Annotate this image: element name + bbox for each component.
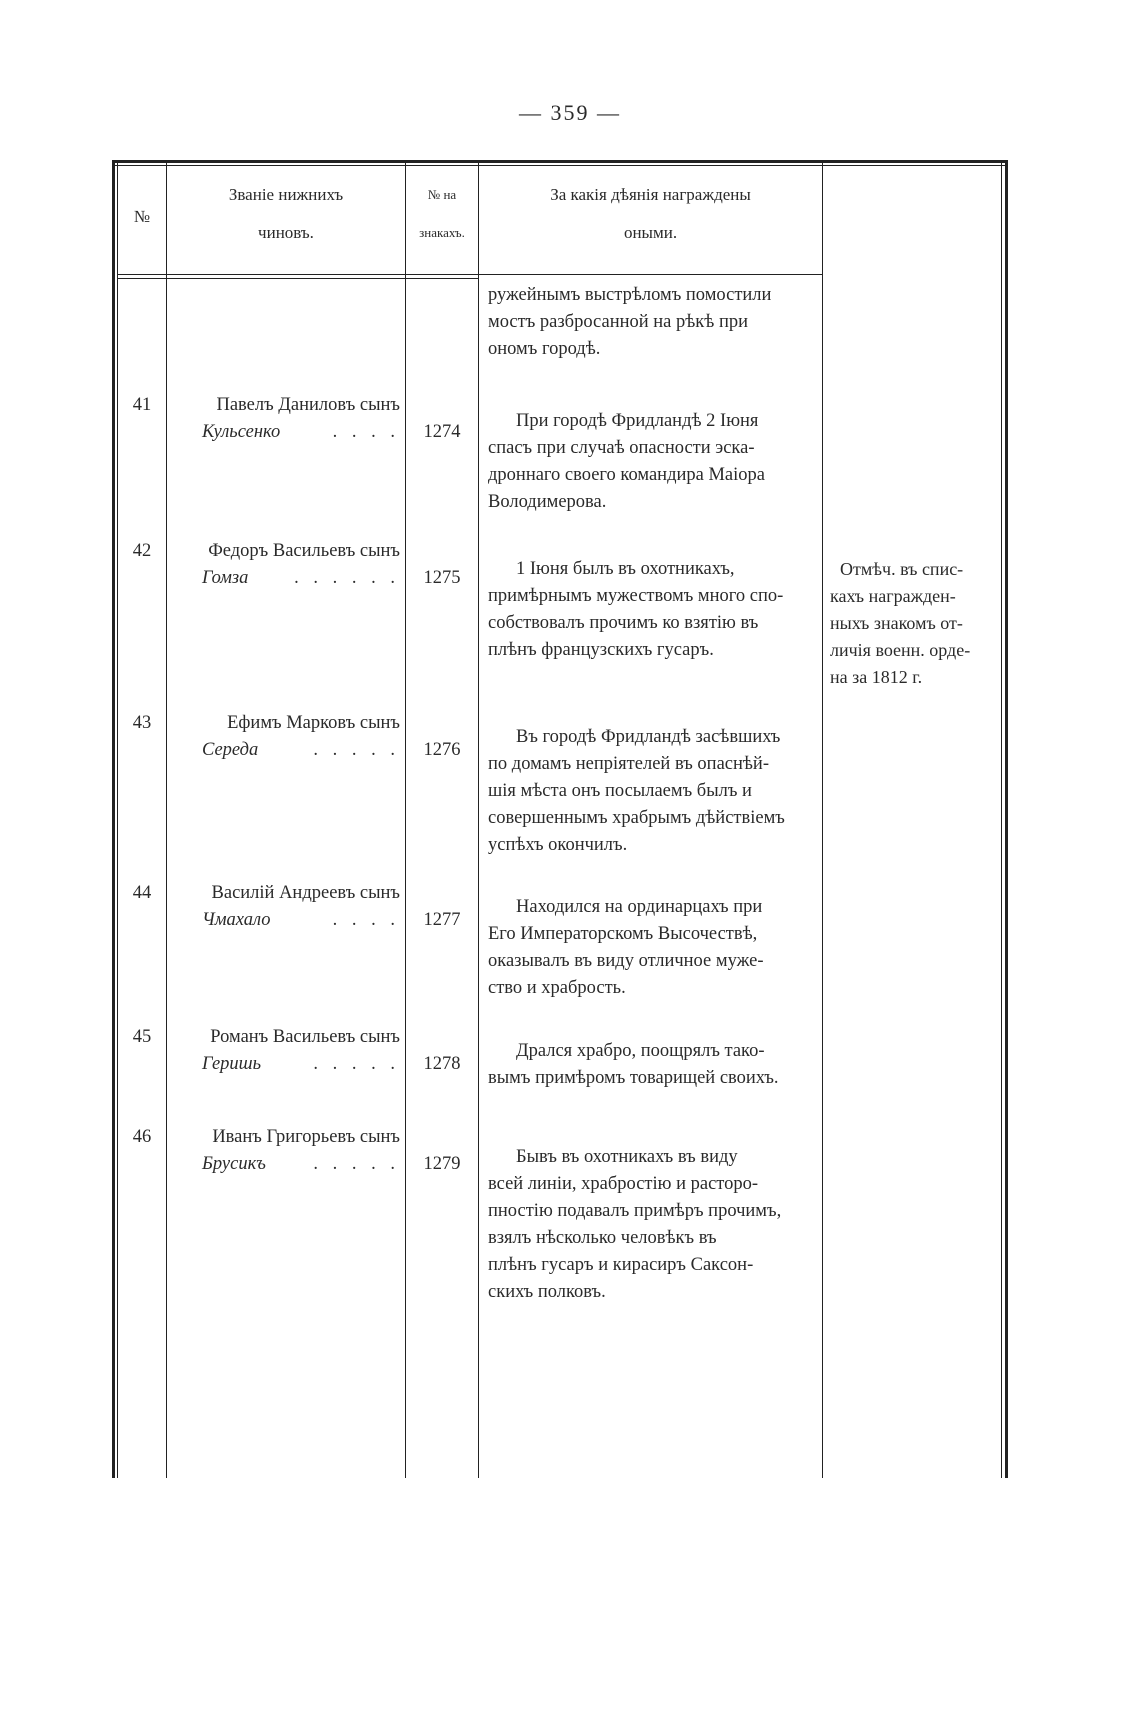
soldier-name: Федоръ Васильевъ сынъ Гомза . . . . . . xyxy=(202,541,400,588)
header-rank: Званіе нижнихъ чиновъ. xyxy=(228,185,344,242)
awards-table xyxy=(112,160,1008,1478)
row-number: 43 xyxy=(132,713,152,733)
page-number: — 359 — xyxy=(519,100,621,125)
table-right-rule xyxy=(1005,160,1008,1478)
deed-text: Въ городѣ Фридландѣ засѣвшихъ по домамъ непріятелей въ опаснѣй- шія мѣста онъ посылаемъ былъ и совершеннымъ храбрымъ дѣйствіемъ успѣхъ окончилъ. xyxy=(488,727,785,855)
continuation-text: ружейнымъ выстрѣломъ помостили мостъ разбросанной на рѣкѣ при ономъ городѣ. xyxy=(488,285,772,359)
deed-text: 1 Іюня былъ въ охотникахъ, примѣрнымъ мужествомъ много спо- собствовалъ прочимъ ко взятію въ плѣнъ французскихъ гусаръ. xyxy=(488,559,784,660)
soldier-name: Василій Андреевъ сынъ Чмахало . . . . xyxy=(202,883,400,930)
table-top-rule xyxy=(112,160,1008,163)
deed-text: Находился на ординарцахъ при Его Императорскомъ Высочествѣ, оказывалъ въ виду отличное муже- ство и храбрость. xyxy=(488,897,764,998)
deed-text: Бывъ въ охотникахъ въ виду всей линіи, храбростію и расторо- пностію подавалъ примѣръ прочимъ, взялъ нѣсколько человѣкъ въ плѣнъ гусаръ и кирасиръ Саксон- скихъ полковъ. xyxy=(488,1147,782,1302)
row-number: 41 xyxy=(132,395,152,415)
deed-text: Дрался храбро, поощрялъ тако- вымъ примѣромъ товарищей своихъ. xyxy=(488,1041,779,1088)
row-number: 46 xyxy=(132,1127,152,1147)
badge-number: 1275 xyxy=(423,568,461,588)
soldier-name: Романъ Васильевъ сынъ Геришь . . . . . xyxy=(202,1027,400,1074)
badge-number: 1277 xyxy=(423,910,461,930)
badge-number: 1274 xyxy=(423,422,461,442)
soldier-name: Павелъ Даниловъ сынъ Кульсенко . . . . xyxy=(202,395,400,442)
header-rule xyxy=(118,274,822,275)
table-left-rule xyxy=(112,160,115,1478)
side-note: Отмѣч. въ спис- кахъ награжден- ныхъ знакомъ от- личія военн. орде- на за 1812 г. xyxy=(830,559,971,687)
soldier-name: Ефимъ Марковъ сынъ Середа . . . . . xyxy=(202,713,400,760)
badge-number: 1278 xyxy=(423,1054,461,1074)
row-number: 42 xyxy=(132,541,152,561)
badge-number: 1276 xyxy=(423,740,461,760)
row-number: 44 xyxy=(132,883,152,903)
deed-text: При городѣ Фридландѣ 2 Іюня спасъ при случаѣ опасности эска- дроннаго своего командира Маіора Володимерова. xyxy=(488,411,765,512)
header-deeds: За какія дѣянія награждены оными. xyxy=(550,185,751,242)
row-number: 45 xyxy=(132,1027,152,1047)
badge-number: 1279 xyxy=(423,1154,461,1174)
header-number: № xyxy=(133,207,151,226)
header-badge: № на знакахъ. xyxy=(419,187,465,240)
soldier-name: Иванъ Григорьевъ сынъ Брусикъ . . . . . xyxy=(202,1127,400,1174)
